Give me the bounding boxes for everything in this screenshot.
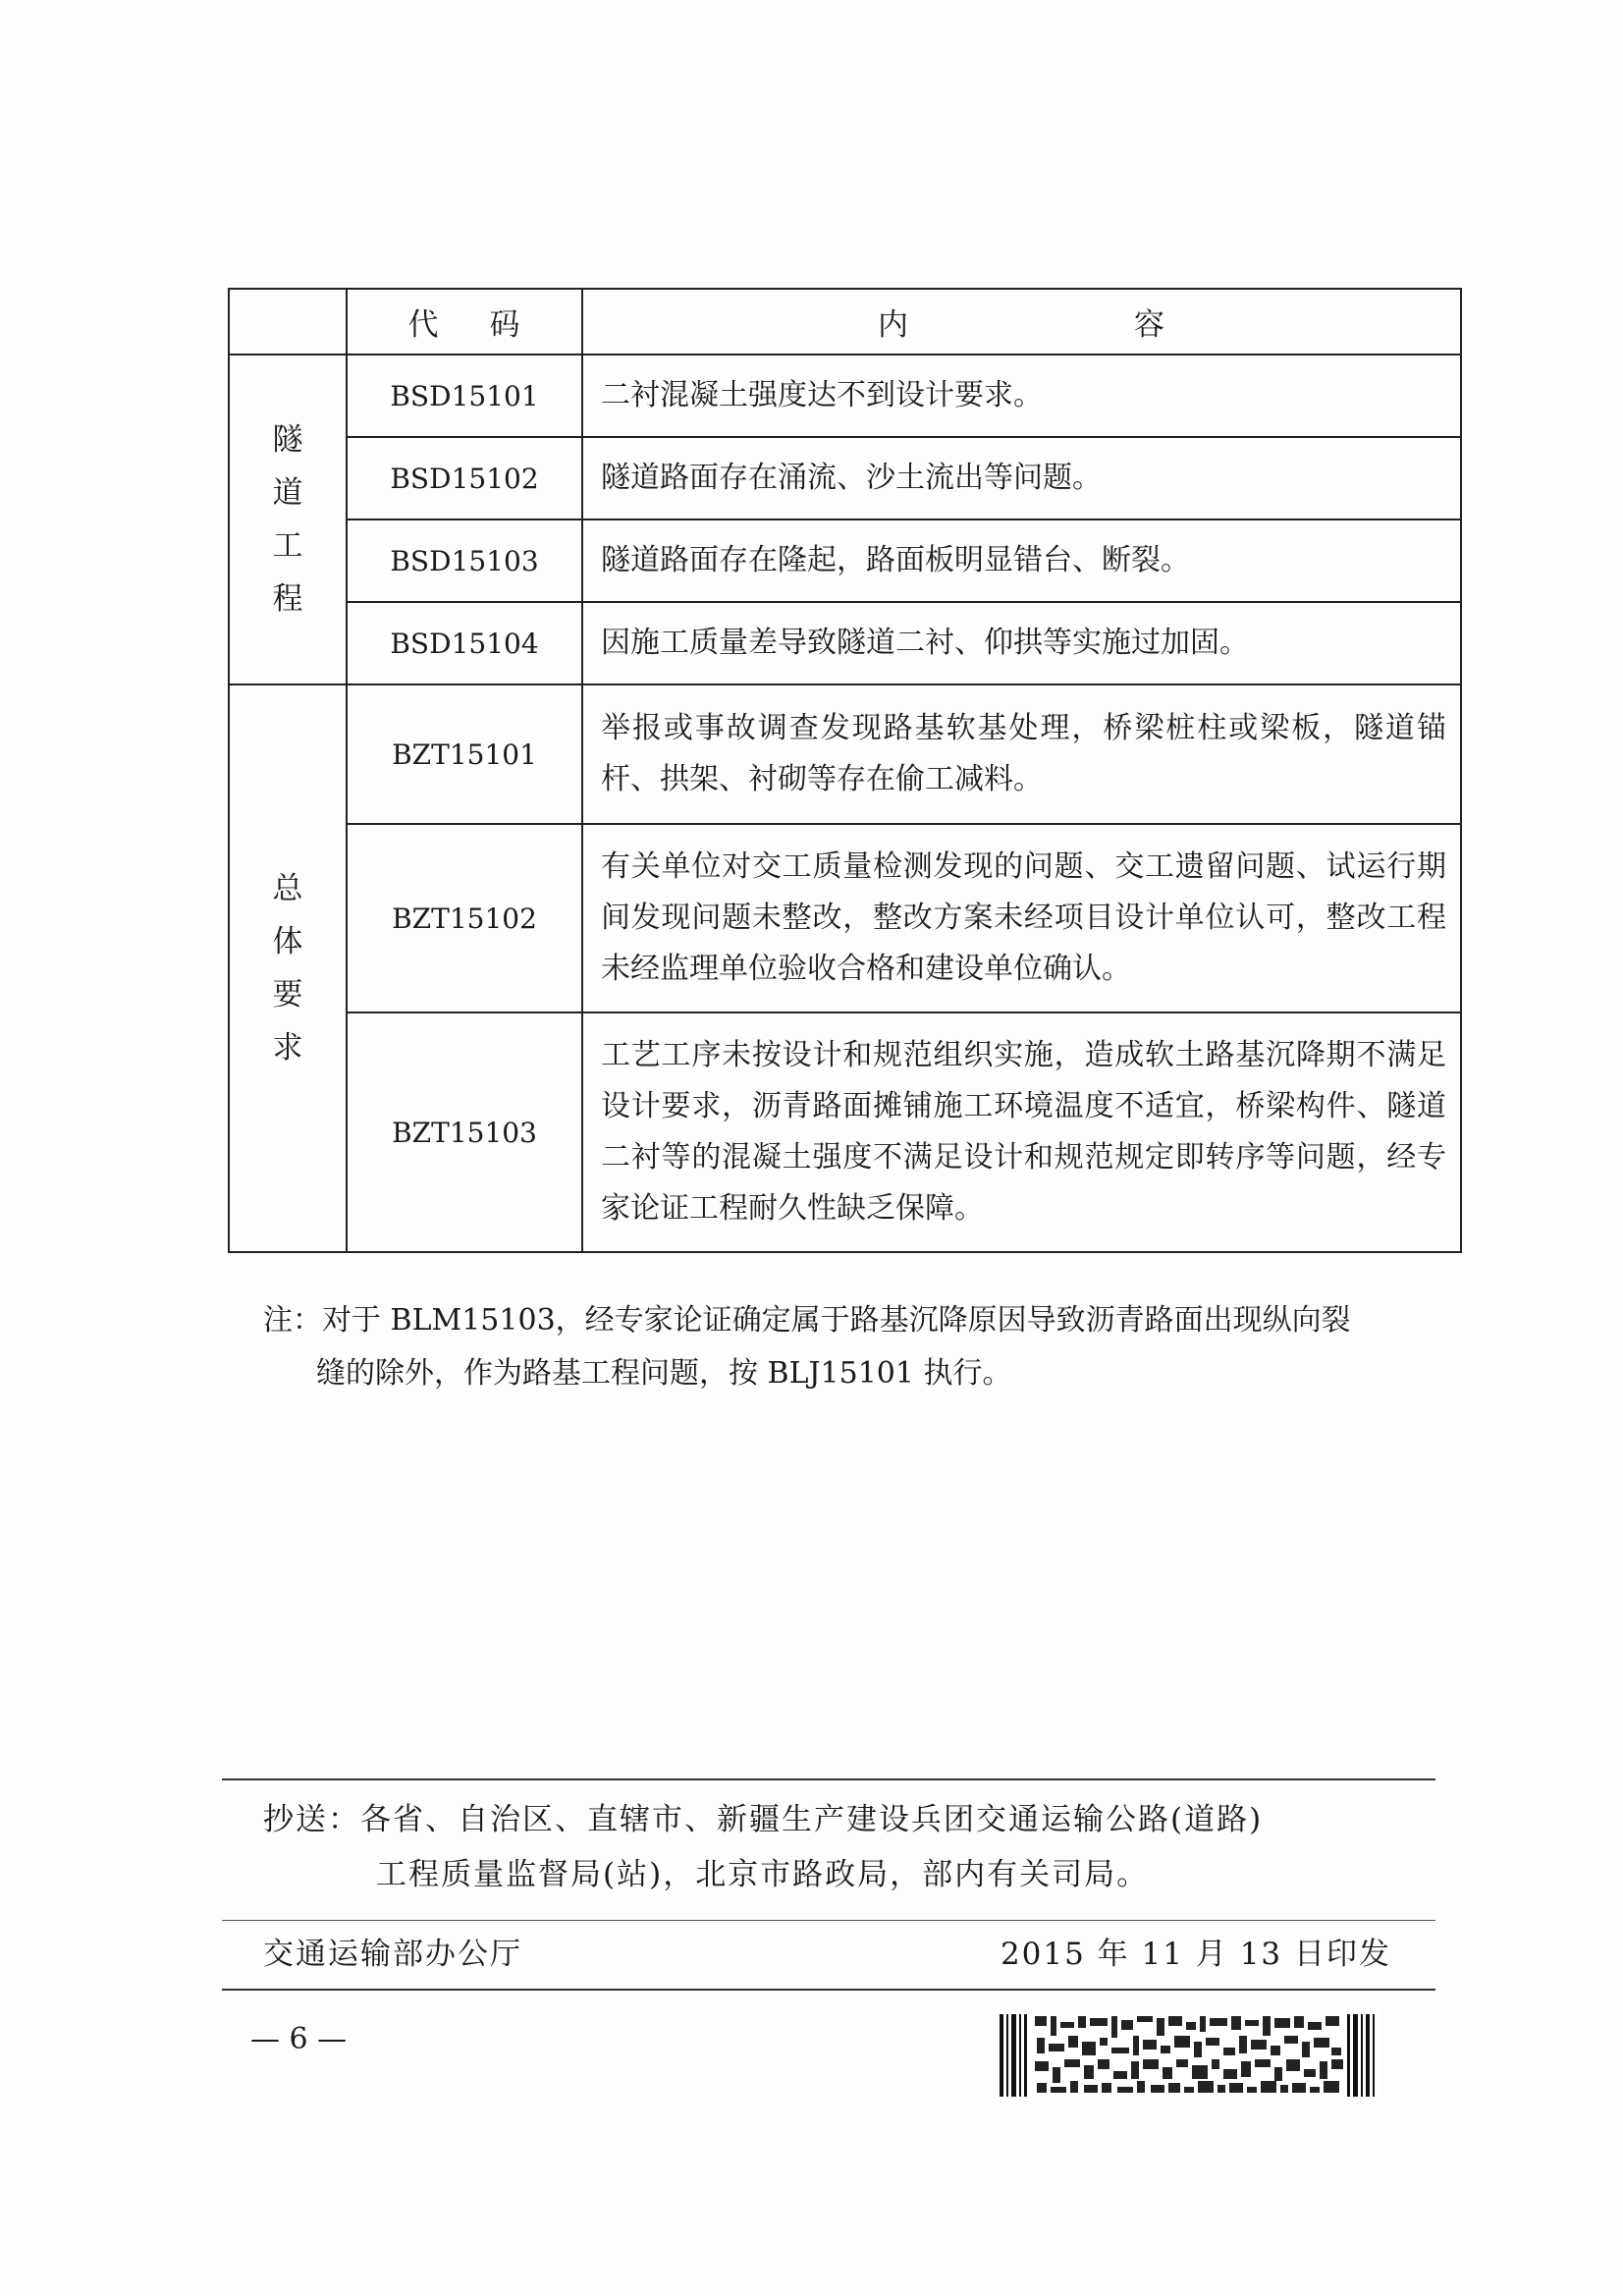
header-category-cell (229, 289, 347, 355)
cc-line-2: 工程质量监督局(站)，北京市路政局，部内有关司局。 (376, 1857, 1150, 1892)
category-char: 体 (272, 924, 303, 959)
cc-distribution (263, 1792, 1422, 1902)
content-cell: 隧道路面存在涌流、沙土流出等问题。 (582, 437, 1461, 519)
table-row (229, 602, 1461, 684)
category-tunnel-engineering (229, 355, 347, 684)
page-number: — 6 — (250, 2022, 348, 2056)
category-char: 要 (272, 977, 303, 1012)
note-line-2: 缝的除外，作为路基工程问题，按 BLJ15101 执行。 (316, 1356, 1012, 1391)
barcode-icon (996, 2008, 1380, 2102)
table-row (229, 1012, 1461, 1252)
code-cell: BZT15103 (347, 1012, 582, 1252)
table-header-row (229, 289, 1461, 355)
category-overall-requirements (229, 684, 347, 1252)
table-note (263, 1294, 1441, 1400)
code-cell: BSD15102 (347, 437, 582, 519)
table-row (229, 355, 1461, 437)
header-code: 代码 (347, 289, 582, 355)
content-cell: 工艺工序未按设计和规范组织实施，造成软土路基沉降期不满足设计要求，沥青路面摊铺施工环境温度不适宜，桥梁构件、隧道二衬等的混凝土强度不满足设计和规范规定即转序等问题，经专家论证工程耐久性缺乏保障。 (582, 1012, 1461, 1252)
code-cell: BZT15102 (347, 824, 582, 1012)
divider-middle (222, 1920, 1435, 1921)
category-char: 求 (272, 1030, 303, 1066)
content-cell: 隧道路面存在隆起，路面板明显错台、断裂。 (582, 519, 1461, 602)
table-row (229, 519, 1461, 602)
table-row (229, 684, 1461, 824)
category-char: 总 (272, 871, 303, 906)
table-row (229, 437, 1461, 519)
problem-code-table (228, 288, 1462, 1253)
table-row (229, 824, 1461, 1012)
divider-top (222, 1778, 1435, 1780)
content-cell: 举报或事故调查发现路基软基处理，桥梁桩柱或梁板，隧道锚杆、拱架、衬砌等存在偷工减料。 (582, 684, 1461, 824)
category-char: 工 (272, 528, 303, 564)
code-cell: BZT15101 (347, 684, 582, 824)
header-content: 内容 (582, 289, 1461, 355)
content-cell: 二衬混凝土强度达不到设计要求。 (582, 355, 1461, 437)
divider-bottom (222, 1989, 1435, 1991)
note-line-1: 注：对于 BLM15103，经专家论证确定属于路基沉降原因导致沥青路面出现纵向裂 (263, 1303, 1351, 1338)
code-cell: BSD15104 (347, 602, 582, 684)
code-cell: BSD15103 (347, 519, 582, 602)
content-cell: 因施工质量差导致隧道二衬、仰拱等实施过加固。 (582, 602, 1461, 684)
cc-line-1: 抄送：各省、自治区、直辖市、新疆生产建设兵团交通运输公路(道路) (263, 1802, 1264, 1837)
category-char: 道 (272, 475, 303, 511)
content-cell: 有关单位对交工质量检测发现的问题、交工遗留问题、试运行期间发现问题未整改，整改方案未经项目设计单位认可，整改工程未经监理单位验收合格和建设单位确认。 (582, 824, 1461, 1012)
code-cell: BSD15101 (347, 355, 582, 437)
issue-date: 2015 年 11 月 13 日印发 (1000, 1937, 1391, 1972)
category-char: 隧 (272, 422, 303, 458)
issuing-office: 交通运输部办公厅 (263, 1937, 522, 1972)
category-char: 程 (272, 581, 303, 617)
